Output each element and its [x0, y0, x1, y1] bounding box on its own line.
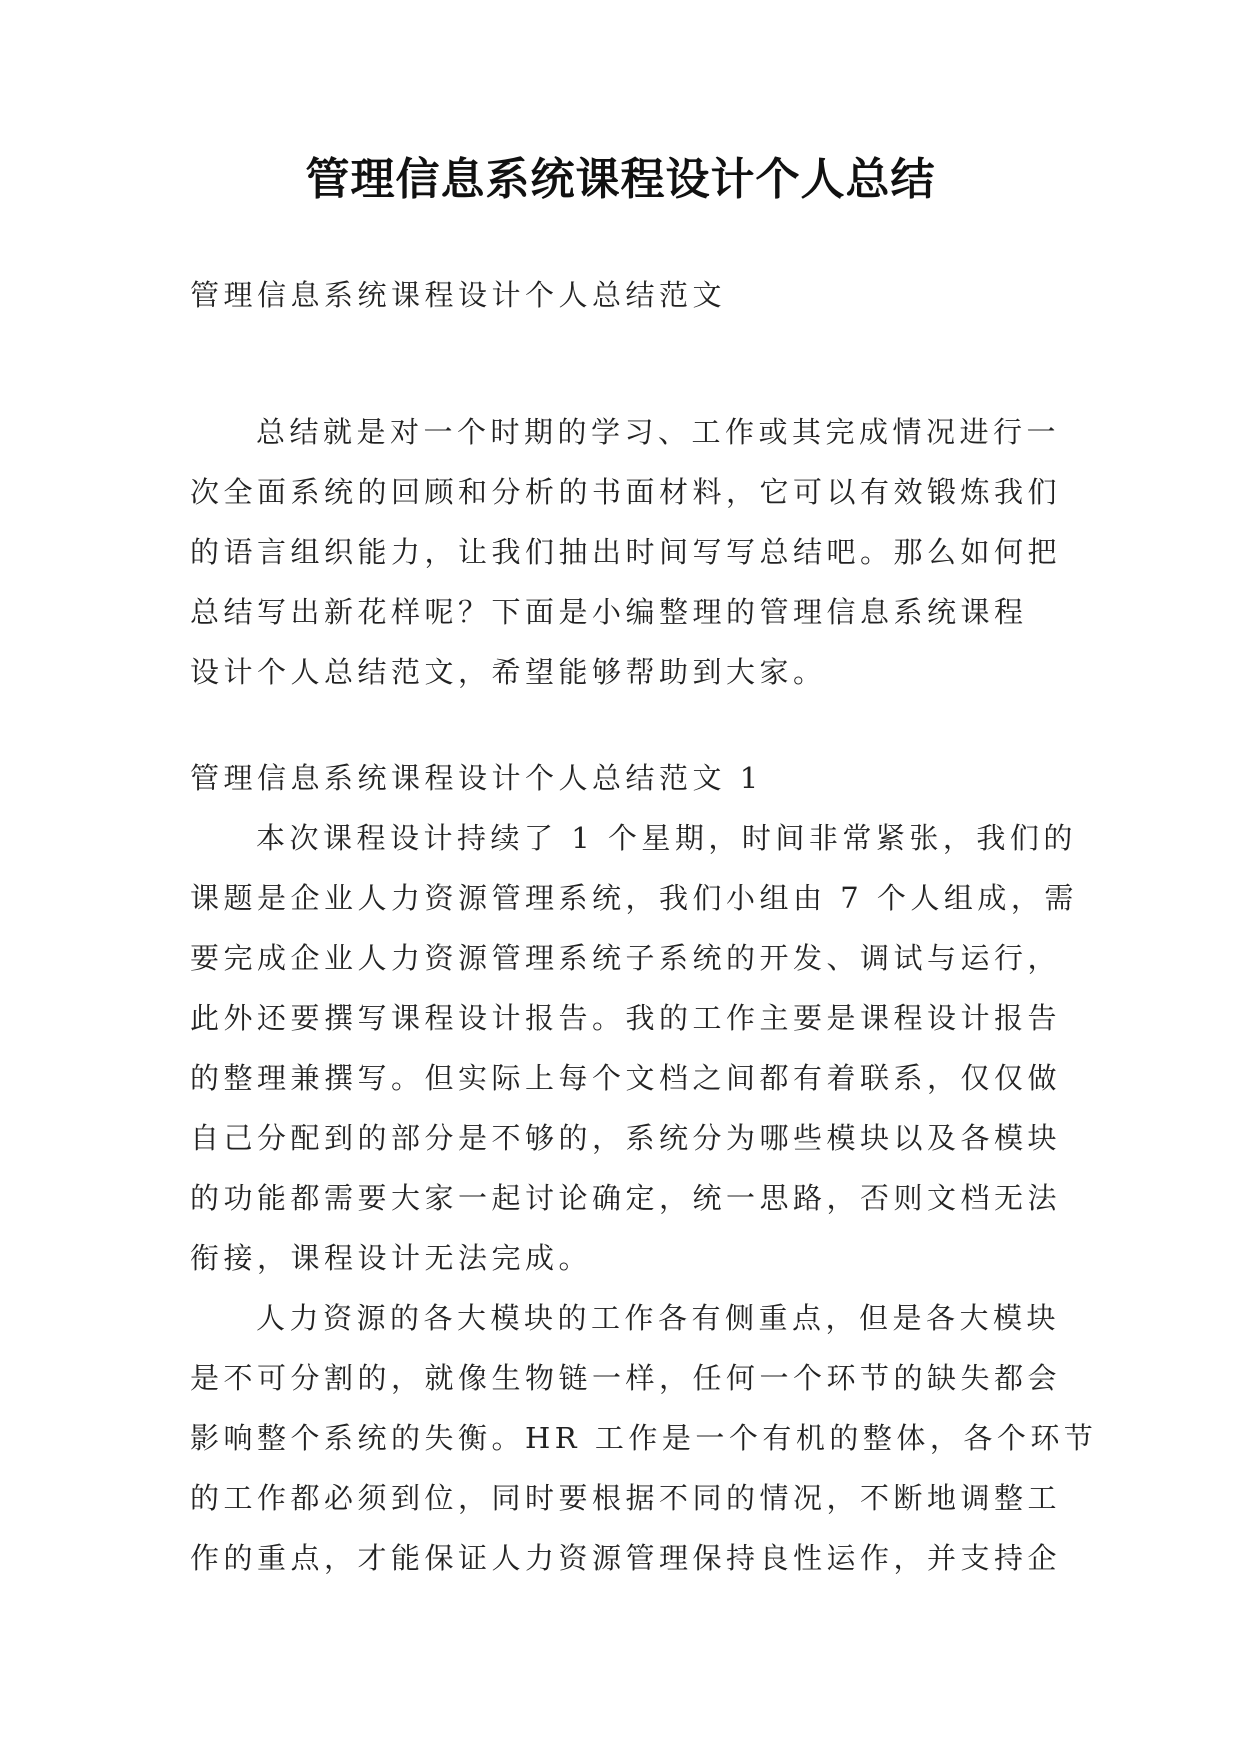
- document-subtitle: [190, 265, 1070, 325]
- paragraph-line: 作的重点，才能保证人力资源管理保持良性运作，并支持企: [190, 1541, 1062, 1575]
- intro-line: 设计个人总结范文，希望能够帮助到大家。: [190, 655, 827, 689]
- paragraph-line: 的工作都必须到位，同时要根据不同的情况，不断地调整工: [190, 1481, 1062, 1515]
- intro-line: 总结就是对一个时期的学习、工作或其完成情况进行一: [256, 415, 1061, 449]
- document-title: 管理信息系统课程设计个人总结: [305, 154, 936, 205]
- intro-line: 的语言组织能力，让我们抽出时间写写总结吧。那么如何把: [190, 535, 1062, 569]
- paragraph-line: 课题是企业人力资源管理系统，我们小组由 7 个人组成，需: [190, 881, 1078, 915]
- intro-paragraph: [190, 402, 1070, 702]
- section-heading: [190, 748, 1070, 808]
- section-heading-line: 管理信息系统课程设计个人总结范文 1: [190, 761, 763, 795]
- paragraph-line: 的功能都需要大家一起讨论确定，统一思路，否则文档无法: [190, 1181, 1062, 1215]
- section-body: [190, 808, 1098, 1588]
- paragraph-line: 要完成企业人力资源管理系统子系统的开发、调试与运行，: [190, 941, 1062, 975]
- paragraph-line: 本次课程设计持续了 1 个星期，时间非常紧张，我们的: [256, 821, 1077, 855]
- subtitle-line: 管理信息系统课程设计个人总结范文: [190, 278, 727, 312]
- paragraph-line: 是不可分割的，就像生物链一样，任何一个环节的缺失都会: [190, 1361, 1062, 1395]
- paragraph-line: 的整理兼撰写。但实际上每个文档之间都有着联系，仅仅做: [190, 1061, 1062, 1095]
- paragraph-line: 此外还要撰写课程设计报告。我的工作主要是课程设计报告: [190, 1001, 1062, 1035]
- intro-line: 总结写出新花样呢？下面是小编整理的管理信息系统课程: [190, 595, 1028, 629]
- paragraph-line: 衔接，课程设计无法完成。: [190, 1241, 593, 1275]
- intro-line: 次全面系统的回顾和分析的书面材料，它可以有效锻炼我们: [190, 475, 1062, 509]
- paragraph-line: 影响整个系统的失衡。HR 工作是一个有机的整体，各个环节: [190, 1421, 1098, 1455]
- paragraph-line: 人力资源的各大模块的工作各有侧重点，但是各大模块: [256, 1301, 1061, 1335]
- paragraph-line: 自己分配到的部分是不够的，系统分为哪些模块以及各模块: [190, 1121, 1062, 1155]
